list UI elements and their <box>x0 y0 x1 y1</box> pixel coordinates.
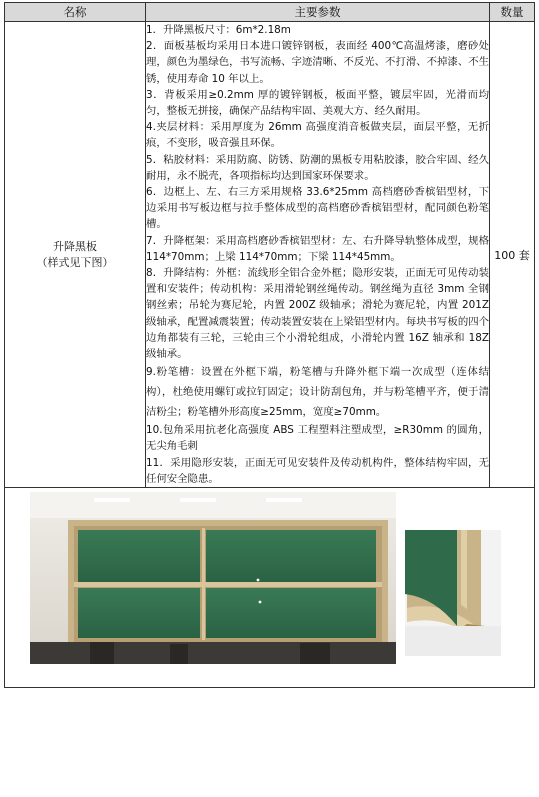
item-row <box>5 22 535 488</box>
header-qty: 数量 <box>490 3 535 22</box>
corner-detail-illustration <box>405 530 501 656</box>
corner-detail-photo <box>405 530 501 656</box>
param-item: 5．粘胶材料：采用防腐、防锈、防潮的黑板专用粘胶漆，胶合牢固、经久耐用，永不脱壳，各项指标均达到国家环保要求。 <box>146 153 489 182</box>
item-name-note: （样式见下图） <box>36 255 114 269</box>
header-name: 名称 <box>5 3 146 22</box>
param-item: 11．采用隐形安装，正面无可见安装件及传动机构件，整体结构牢固，无任何安全隐患。 <box>146 456 489 485</box>
param-item: 7．升降框架：采用高档磨砂香槟铝型材：左、右升降导轨整体成型，规格 114*70mm；上梁 114*70mm；下梁 114*45mm。 <box>146 234 489 263</box>
spec-table <box>4 2 535 688</box>
param-item: 4.夹层材料：采用厚度为 26mm 高强度消音板做夹层，面层平整，无折痕，不变形，吸音强且环保。 <box>146 121 489 150</box>
param-item: 3．背板采用≥0.2mm 厚的镀锌钢板，板面平整，镀层牢固，光滑而均匀，整板无拼接，确保产品结构牢固、美观大方、经久耐用。 <box>146 88 489 118</box>
params-cell <box>146 22 490 488</box>
param-item: 10.包角采用抗老化高强度 ABS 工程塑料注塑成型，≥R30mm 的圆角，无尖角毛刺 <box>146 424 489 453</box>
blackboard-illustration <box>30 492 396 664</box>
param-item: 2．面板基板均采用日本进口镀锌钢板，表面经 400℃高温烤漆，磨砂处理，颜色为墨绿色，书写流畅、字迹清晰、不反光、不打滑、不掉漆、不生锈，使用寿命 10 年以上。 <box>146 40 489 85</box>
item-name: 升降黑板 <box>53 239 97 253</box>
item-qty: 100 套 <box>490 22 535 488</box>
image-row <box>5 488 535 688</box>
header-params: 主要参数 <box>146 3 490 22</box>
header-row <box>5 3 535 22</box>
param-item: 8．升降结构：外框：流线形全铝合金外框；隐形安装，正面无可见传动装置和安装件；传动机构：采用滑轮钢丝绳传动。钢丝绳为直径 3mm 全钢钢丝索；吊轮为赛尼轮，内置 200Z 级轴承；滑轮为赛尼轮，内置 201Z 级轴承，配置减震装置；传动装置安装在上梁铝型材内。每块书写板的四个边角都装有三轮，三轮由三个小滑轮组成，小滑轮内置 16Z 轴承和 18Z 级轴承。 <box>146 267 489 361</box>
param-item: 9.粉笔槽：设置在外框下端，粉笔槽与升降外框下端一次成型（连体结构），杜绝使用螺钉或拉钉固定；设计防刮包角，并与粉笔槽平齐，便于清洁粉尘；粉笔槽外形高度≥25mm，宽度≥70mm。 <box>146 366 489 419</box>
param-item: 1．升降黑板尺寸：6m*2.18m <box>146 24 291 36</box>
image-cell <box>5 488 535 688</box>
blackboard-photo <box>30 492 396 664</box>
item-name-cell <box>5 22 146 488</box>
param-item: 6．边框上、左、右三方采用规格 33.6*25mm 高档磨砂香槟铝型材，下边采用书写板边框与拉手整体成型的高档磨砂香槟铝型材，配同颜色粉笔槽。 <box>146 186 489 231</box>
